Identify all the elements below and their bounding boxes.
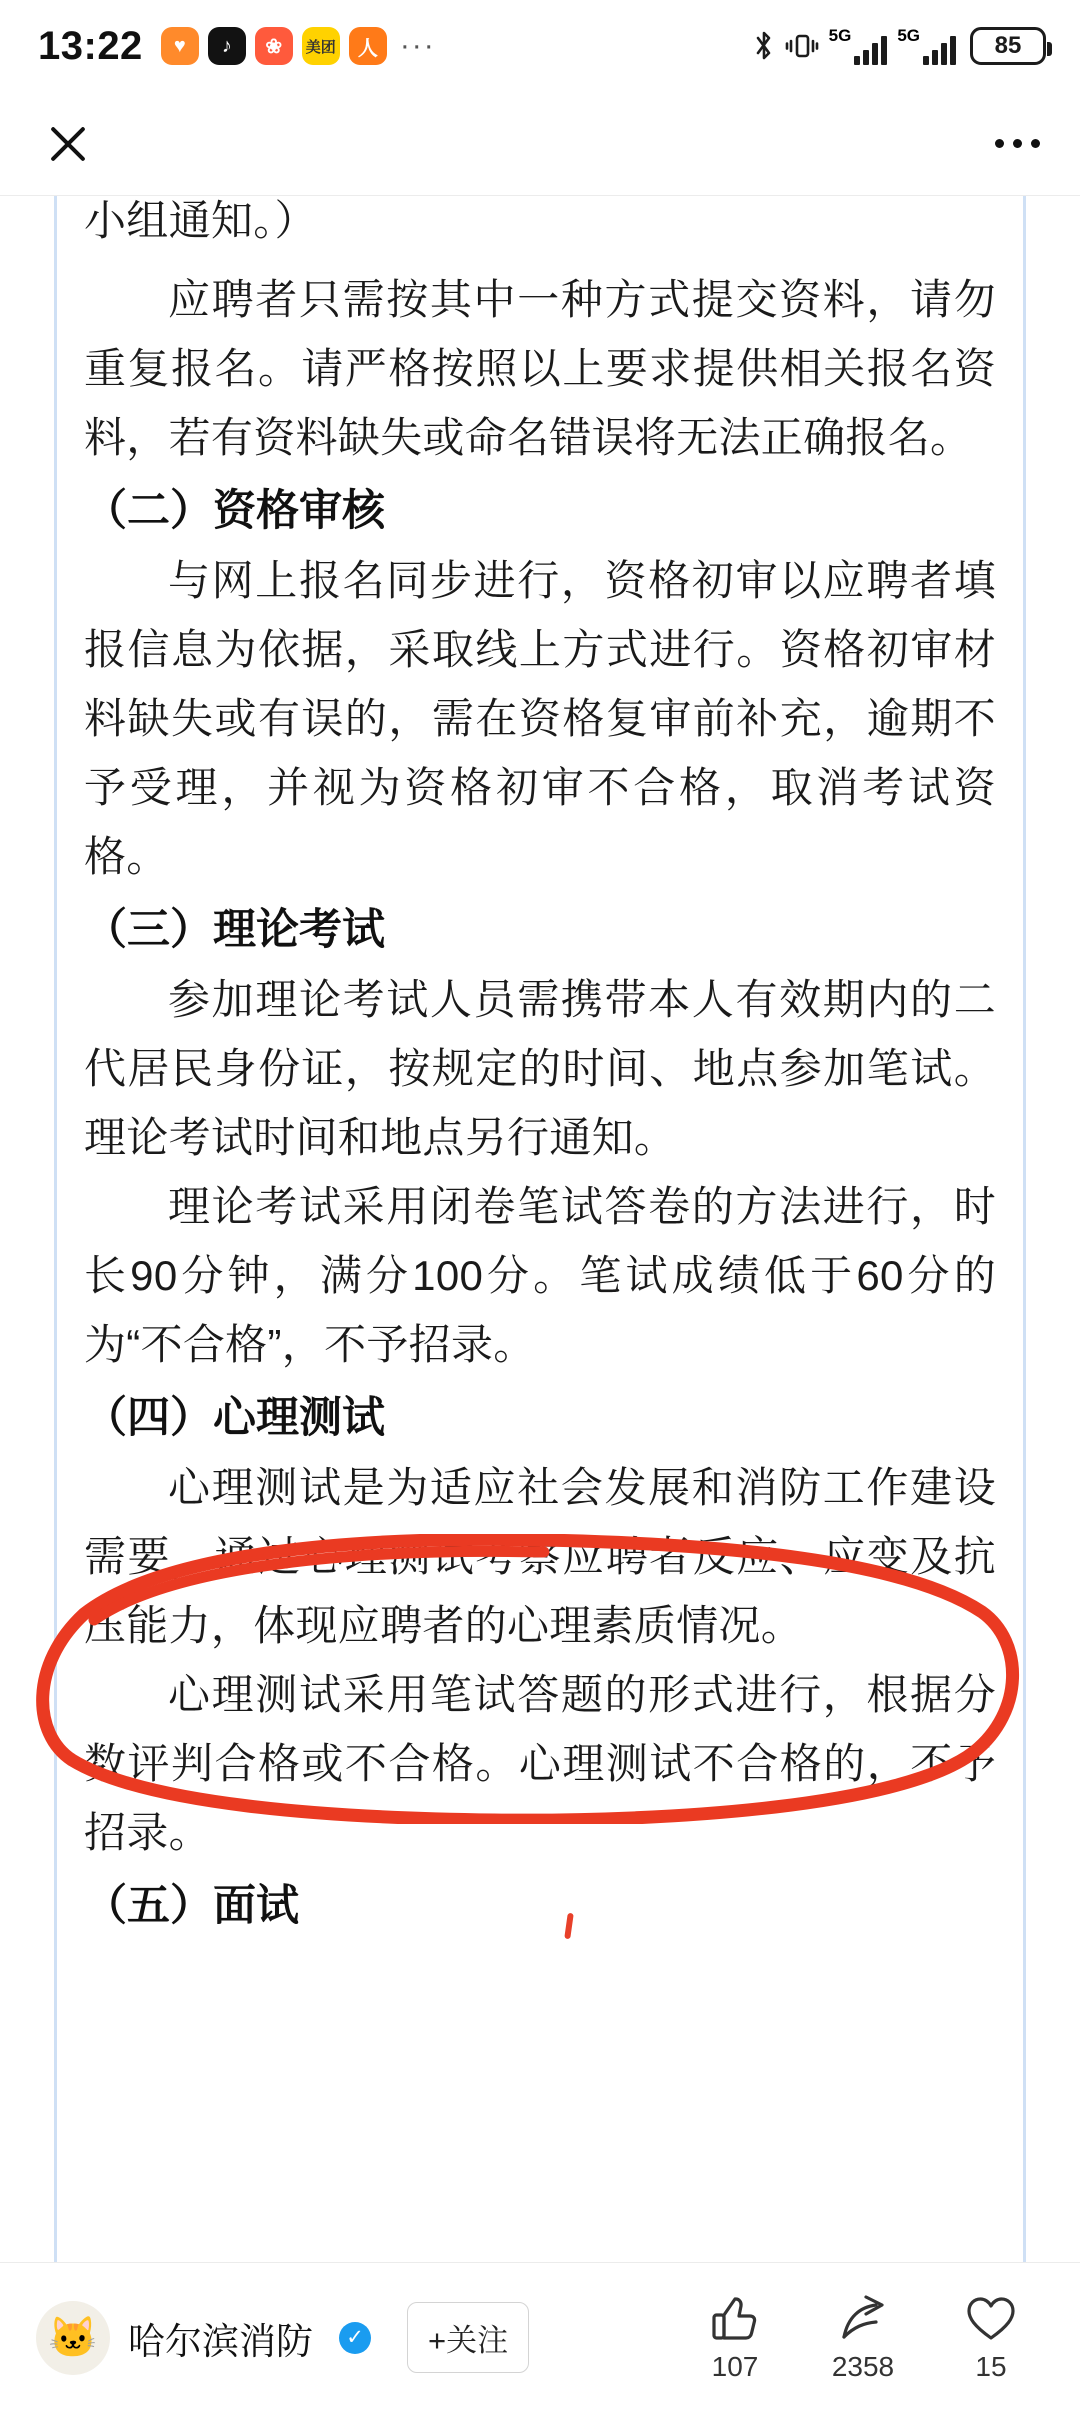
article-top-bar	[0, 92, 1080, 196]
avatar[interactable]	[36, 2301, 110, 2375]
article-paragraph: 小组通知。）	[84, 197, 317, 244]
account-name[interactable]: 哈尔滨消防	[128, 2320, 313, 2362]
status-indicators	[753, 27, 1046, 65]
article-heading: （三）理论考试	[84, 906, 385, 954]
heart-app-icon	[161, 27, 199, 65]
article-paragraph: 参加理论考试人员需携带本人有效期内的二代居民身份证，按规定的时间、地点参加笔试。理论考试时间和地点另行通知。	[84, 976, 996, 1161]
article-heading: （五）面试	[84, 1882, 299, 1930]
share-count: 2358	[831, 2350, 895, 2382]
article-actions	[696, 2293, 1044, 2383]
meituan-app-icon-glyph: 美团	[305, 38, 336, 56]
article-paragraph: 与网上报名同步进行，资格初审以应聘者填报信息为依据，采取线上方式进行。资格初审材料缺失或有误的，需在资格复审前补充，逾期不予受理，并视为资格初审不合格，取消考试资格。	[84, 557, 996, 880]
signal-bars-1	[854, 35, 887, 65]
share-arrow-icon	[836, 2293, 890, 2345]
status-app-icons	[161, 27, 436, 65]
article-paragraph: 心理测试采用笔试答题的形式进行，根据分数评判合格或不合格。心理测试不合格的，不予招录。	[84, 1671, 996, 1856]
article-body	[54, 196, 1026, 1941]
signal-one	[829, 27, 888, 65]
status-bar	[0, 0, 1080, 92]
close-icon[interactable]	[40, 116, 96, 172]
tiktok-app-icon-glyph: ♪	[221, 34, 232, 57]
favorite-button[interactable]	[952, 2293, 1030, 2383]
article-scroll-area[interactable]	[0, 196, 1080, 2262]
thumbs-up-icon	[708, 2293, 762, 2345]
avatar-glyph: 🐱	[48, 2316, 98, 2360]
flower-app-icon-glyph: ❀	[265, 35, 283, 58]
network-label-2: 5G	[897, 26, 920, 45]
fire-app-icon	[349, 27, 387, 65]
article-paragraph-highlighted: 理论考试采用闭卷笔试答卷的方法进行，时长90分钟，满分100分。笔试成绩低于60分的为“不合格”，不予招录。	[84, 1183, 996, 1368]
bluetooth-icon	[753, 29, 775, 63]
article-heading: （四）心理测试	[84, 1394, 385, 1442]
like-count: 107	[711, 2350, 759, 2382]
signal-two	[897, 27, 956, 65]
article-paragraph: 应聘者只需按其中一种方式提交资料，请勿重复报名。请严格按照以上要求提供相关报名资料，若有资料缺失或命名错误将无法正确报名。	[84, 276, 996, 461]
vibrate-icon	[785, 29, 819, 63]
fire-app-icon-glyph: 人	[357, 37, 378, 60]
status-overflow-icon: ···	[399, 29, 436, 62]
status-time: 13:22	[38, 23, 143, 68]
meituan-app-icon	[302, 27, 340, 65]
article-paragraph: 心理测试是为适应社会发展和消防工作建设需要，通过心理测试考察应聘者反应、应变及抗压能力，体现应聘者的心理素质情况。	[84, 1464, 996, 1649]
signal-bars-2	[923, 35, 956, 65]
network-label-1: 5G	[828, 26, 852, 45]
heart-icon	[964, 2293, 1018, 2345]
battery-icon	[970, 27, 1046, 65]
more-options-icon[interactable]	[995, 139, 1040, 148]
favorite-count: 15	[975, 2350, 1007, 2382]
like-button[interactable]	[696, 2293, 774, 2383]
article-heading: （二）资格审核	[84, 487, 385, 535]
verified-glyph: ✓	[346, 2326, 364, 2349]
share-button[interactable]	[824, 2293, 902, 2383]
tiktok-app-icon	[208, 27, 246, 65]
verified-badge-icon	[339, 2322, 371, 2354]
heart-app-icon-glyph: ♥	[173, 34, 186, 57]
flower-app-icon	[255, 27, 293, 65]
article-bottom-bar	[0, 2262, 1080, 2412]
follow-button[interactable]: +关注	[407, 2302, 529, 2373]
battery-level: 85	[994, 32, 1022, 59]
